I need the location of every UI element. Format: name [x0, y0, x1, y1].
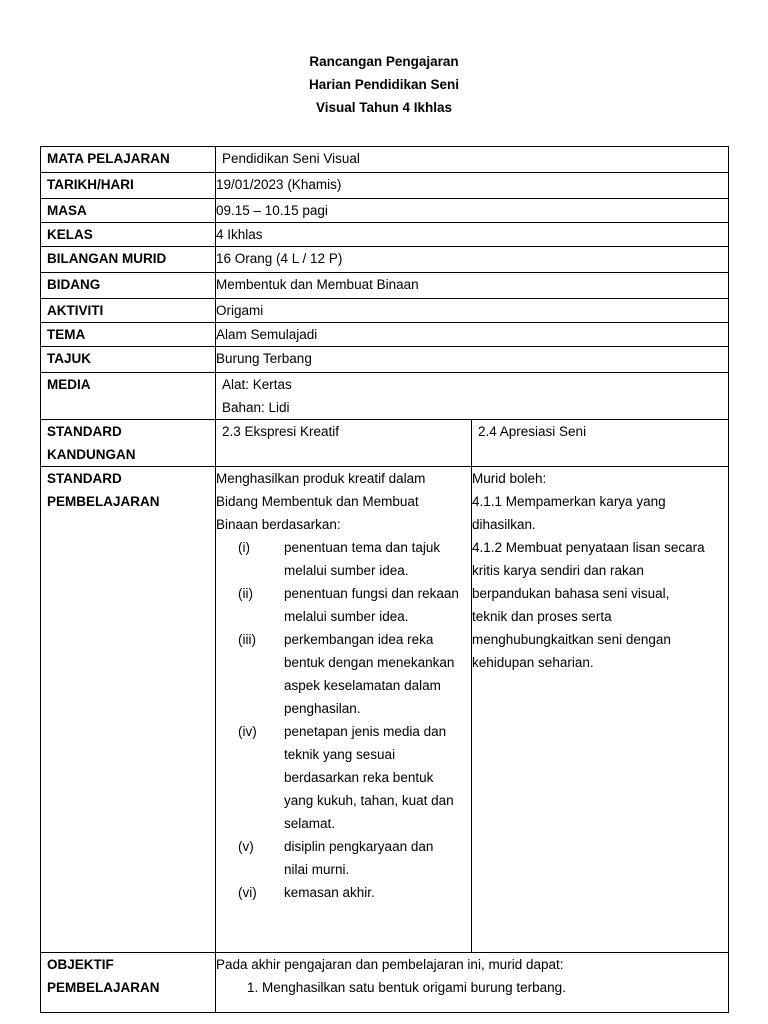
media-alat: Alat: Kertas [222, 377, 292, 392]
label-tarikh: TARIKH/HARI [41, 173, 216, 199]
row-bidang [41, 273, 729, 299]
sp-list-line: teknik yang sesuai [284, 747, 396, 762]
sp-intro-3: Binaan berdasarkan: [216, 517, 341, 532]
value-bilangan-murid: 16 Orang (4 L / 12 P) [216, 247, 729, 273]
row-standard-pembelajaran [41, 467, 729, 953]
row-tema [41, 323, 729, 347]
value-kelas: 4 Ikhlas [216, 223, 729, 247]
sp-right-line: kehidupan seharian. [472, 655, 594, 670]
sp-list-line: penentuan tema dan tajuk [284, 540, 441, 555]
label-objektif-1: OBJEKTIF [47, 957, 114, 972]
title-line-1: Rancangan Pengajaran [309, 54, 459, 69]
sp-list-line: melalui sumber idea. [284, 609, 409, 624]
value-standard-pembelajaran-left [216, 467, 472, 953]
sp-list-number: (ii) [238, 586, 253, 601]
sp-right-line: menghubungkaitkan seni dengan [472, 632, 671, 647]
row-mata-pelajaran [41, 147, 729, 173]
value-tema: Alam Semulajadi [216, 323, 729, 347]
label-bilangan-murid: BILANGAN MURID [41, 247, 216, 273]
sp-list-text [284, 881, 471, 904]
label-tajuk: TAJUK [41, 347, 216, 373]
sp-right-line: 4.1.2 Membuat penyataan lisan secara [472, 540, 705, 555]
row-tajuk [41, 347, 729, 373]
label-bidang: BIDANG [41, 273, 216, 299]
sp-list-line: berdasarkan reka bentuk [284, 770, 434, 785]
label-kelas: KELAS [41, 223, 216, 247]
sp-right-line: teknik dan proses serta [472, 609, 612, 624]
document-title [0, 50, 768, 119]
label-standard-pembelajaran-1: STANDARD [47, 471, 122, 486]
sp-list-item [216, 720, 471, 835]
label-standard-pembelajaran-2: PEMBELAJARAN [47, 494, 160, 509]
value-mata-pelajaran: Pendidikan Seni Visual [216, 147, 729, 173]
sp-list-item [216, 881, 471, 904]
objektif-intro: Pada akhir pengajaran dan pembelajaran ini, murid dapat: [216, 957, 564, 972]
value-aktiviti: Origami [216, 299, 729, 323]
value-masa: 09.15 – 10.15 pagi [216, 199, 729, 223]
value-tajuk: Burung Terbang [216, 347, 729, 373]
sp-list-line: melalui sumber idea. [284, 563, 409, 578]
sp-list-item [216, 628, 471, 720]
sp-right-line: 4.1.1 Mempamerkan karya yang [472, 494, 666, 509]
objektif-list [216, 976, 728, 999]
sp-list-line: bentuk dengan menekankan [284, 655, 455, 670]
sp-list-line: disiplin pengkaryaan dan [284, 839, 434, 854]
label-objektif-pembelajaran [41, 953, 216, 1013]
sp-list-line: penentuan fungsi dan rekaan [284, 586, 459, 601]
title-line-2: Harian Pendidikan Seni [308, 77, 460, 92]
sp-list-line: selamat. [284, 816, 336, 831]
row-objektif-pembelajaran [41, 953, 729, 1013]
sp-right-line: Murid boleh: [472, 471, 547, 486]
sp-intro-2: Bidang Membentuk dan Membuat [216, 494, 419, 509]
label-masa: MASA [41, 199, 216, 223]
label-standard-kandungan-1: STANDARD [47, 424, 122, 439]
row-bilangan-murid [41, 247, 729, 273]
value-standard-pembelajaran-right [472, 467, 729, 953]
label-objektif-2: PEMBELAJARAN [47, 980, 160, 995]
sp-right-lines [472, 467, 728, 674]
sp-list-line: penetapan jenis media dan [284, 724, 447, 739]
label-tema: TEMA [41, 323, 216, 347]
sp-list-text [284, 835, 471, 881]
value-standard-kandungan-1: 2.3 Ekspresi Kreatif [216, 420, 472, 467]
sp-list-item [216, 835, 471, 881]
sp-list-number: (i) [238, 540, 250, 555]
objektif-item: 1. Menghasilkan satu bentuk origami burung terbang. [262, 976, 728, 999]
value-media [216, 373, 729, 420]
sp-list-text [284, 536, 471, 582]
value-bidang: Membentuk dan Membuat Binaan [216, 273, 729, 299]
sp-intro-1: Menghasilkan produk kreatif dalam [216, 471, 426, 486]
row-masa [41, 199, 729, 223]
sp-list-line: nilai murni. [284, 862, 350, 877]
title-line-3: Visual Tahun 4 Ikhlas [315, 100, 453, 115]
label-standard-kandungan [41, 420, 216, 467]
media-bahan: Bahan: Lidi [222, 400, 290, 415]
label-standard-pembelajaran [41, 467, 216, 953]
label-media: MEDIA [41, 373, 216, 420]
sp-list-number: (vi) [238, 885, 257, 900]
value-objektif-pembelajaran [216, 953, 729, 1013]
sp-list-number: (v) [238, 839, 254, 854]
sp-list-number: (iv) [238, 724, 257, 739]
sp-list-line: penghasilan. [284, 701, 361, 716]
sp-item-list [216, 536, 471, 904]
row-aktiviti [41, 299, 729, 323]
row-tarikh [41, 173, 729, 199]
sp-list-line: aspek keselamatan dalam [284, 678, 441, 693]
value-tarikh: 19/01/2023 (Khamis) [216, 173, 729, 199]
sp-list-text [284, 582, 471, 628]
label-mata-pelajaran: MATA PELAJARAN [41, 147, 216, 173]
sp-list-item [216, 536, 471, 582]
sp-list-line: kemasan akhir. [284, 885, 375, 900]
sp-list-text [284, 720, 471, 835]
sp-right-line: kritis karya sendiri dan rakan [472, 563, 644, 578]
sp-list-line: yang kukuh, tahan, kuat dan [284, 793, 454, 808]
label-standard-kandungan-2: KANDUNGAN [47, 447, 136, 462]
sp-list-item [216, 582, 471, 628]
sp-right-line: berpandukan bahasa seni visual, [472, 586, 670, 601]
label-aktiviti: AKTIVITI [41, 299, 216, 323]
lesson-plan-table [40, 146, 729, 1013]
sp-list-line: perkembangan idea reka [284, 632, 434, 647]
sp-list-text [284, 628, 471, 720]
row-media [41, 373, 729, 420]
row-standard-kandungan [41, 420, 729, 467]
sp-list-number: (iii) [238, 632, 256, 647]
sp-right-line: dihasilkan. [472, 517, 536, 532]
value-standard-kandungan-2: 2.4 Apresiasi Seni [472, 420, 729, 467]
row-kelas [41, 223, 729, 247]
